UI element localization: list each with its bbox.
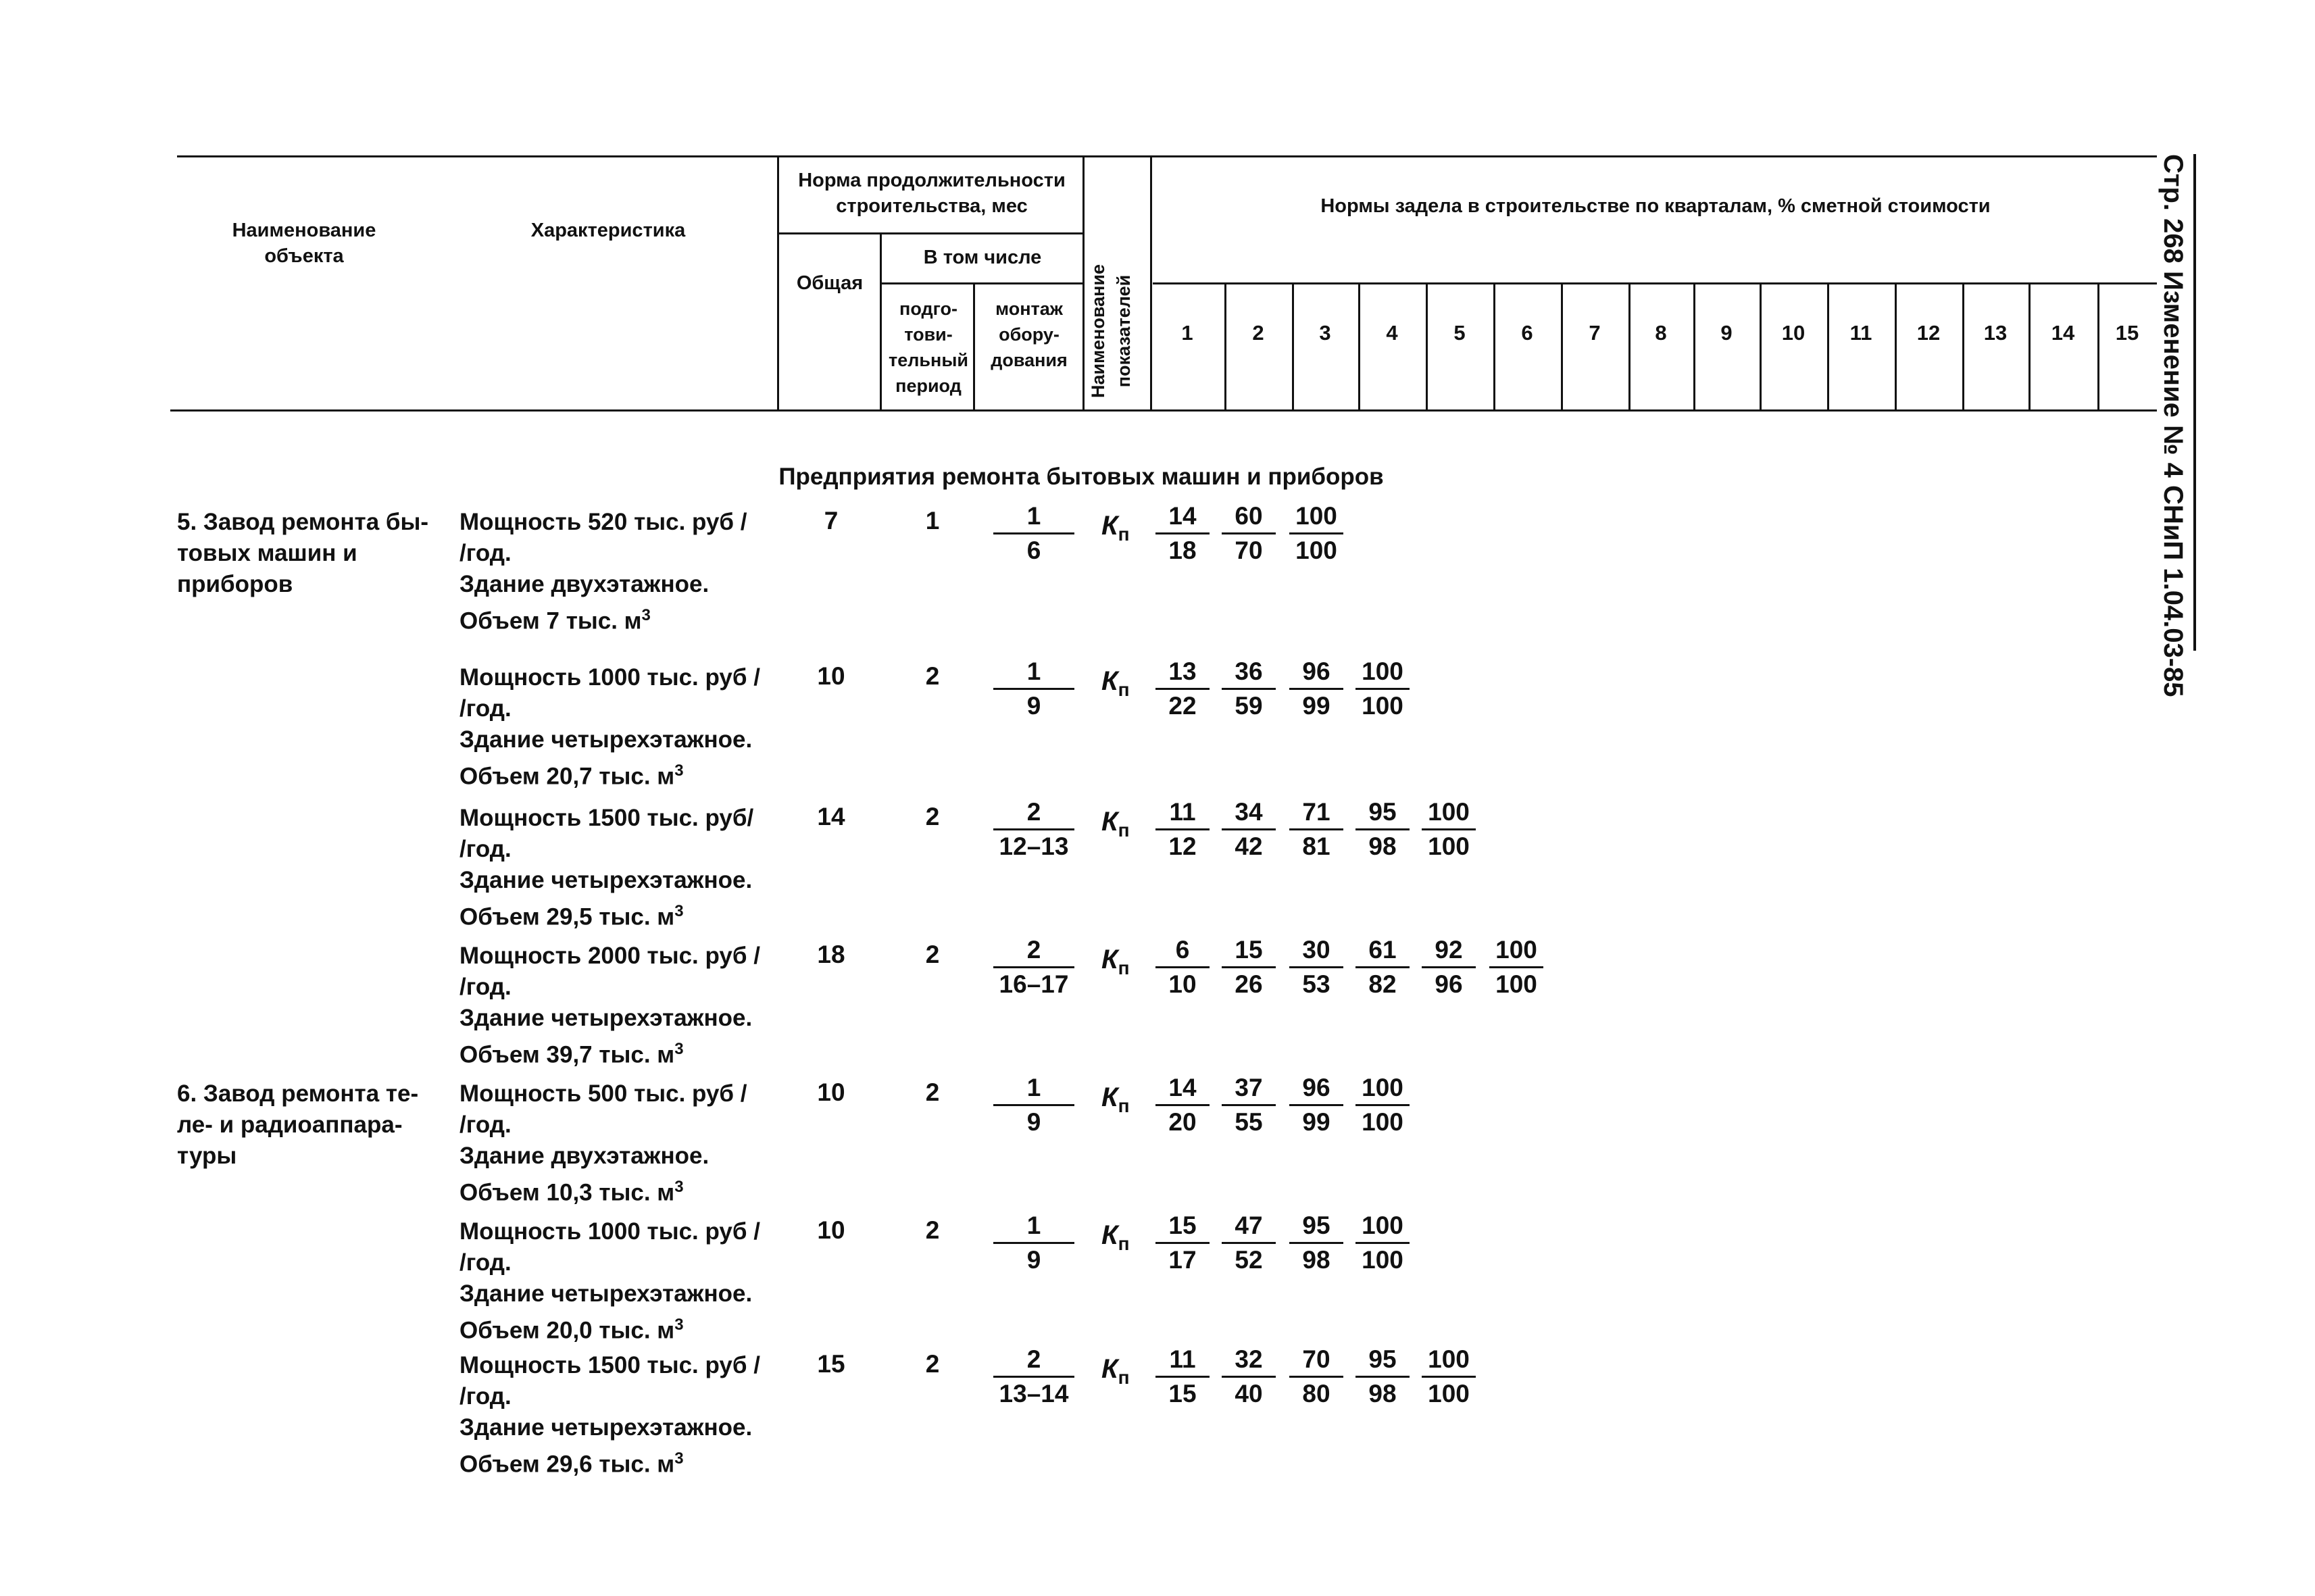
total-duration: 10 [817,1216,845,1244]
quarter-vline [1827,282,1829,411]
quarter-fraction: $\frac{37}{55}$ [1222,1072,1276,1139]
quarter-fraction: $\frac{100}{100}$ [1355,1072,1410,1139]
characteristic: Мощность 2000 тыс. руб / /год. Здание четырехэтажное. Объем 39,7 тыс. $м^3$ [459,943,760,1068]
quarter-label: 9 [1720,321,1733,345]
header-vline [1150,155,1152,411]
indicator-kp: $К_п$ [1101,1082,1130,1116]
header-including: В том числе [923,247,1042,268]
header-norm-subrule [778,232,1084,234]
equipment-mount-fraction: $\frac{2}{12-13}$ [993,796,1074,863]
quarter-fraction: $\frac{60}{70}$ [1222,500,1276,567]
indicator-kp: $К_п$ [1101,1354,1130,1388]
header-vline [880,232,882,411]
quarter-fraction: $\frac{11}{12}$ [1155,796,1210,863]
quarter-vline [1760,282,1762,411]
total-duration: 14 [817,803,845,830]
prep-period: 2 [925,1216,940,1244]
quarter-fraction: $\frac{95}{98}$ [1355,1343,1410,1410]
quarter-label: 10 [1781,321,1806,345]
quarter-fraction: $\frac{71}{81}$ [1289,796,1343,863]
prep-period: 2 [925,941,940,968]
header-indicators: Наименование показателей [1088,264,1134,399]
quarter-vline [1493,282,1495,411]
total-duration: 10 [817,662,845,690]
quarter-vline [1693,282,1695,411]
quarter-label: 1 [1181,321,1193,345]
section-title: Предприятия ремонта бытовых машин и приборов [778,464,1384,490]
page-side-title: Стр. 268 Изменение № 4 СНиП 1.04.03-85 [2158,154,2188,697]
quarter-fraction: $\frac{15}{17}$ [1155,1210,1210,1276]
quarter-fraction: $\frac{100}{100}$ [1422,796,1476,863]
quarter-vline [1962,282,1964,411]
quarter-label: 12 [1916,321,1941,345]
equipment-mount-fraction: $\frac{1}{9}$ [993,655,1074,722]
characteristic: Мощность 1000 тыс. руб / /год. Здание четырехэтажное. Объем 20,7 тыс. $м^3$ [459,664,760,790]
equipment-mount-fraction: $\frac{2}{13-14}$ [993,1343,1074,1410]
quarter-fraction: $\frac{100}{100}$ [1289,500,1343,567]
indicator-kp: $К_п$ [1101,666,1130,700]
characteristic: Мощность 520 тыс. руб / /год. Здание двухэтажное. Объем 7 тыс. $м^3$ [459,509,747,634]
characteristic: Мощность 1500 тыс. руб/ /год. Здание четырехэтажное. Объем 29,5 тыс. $м^3$ [459,805,754,930]
prep-period: 2 [925,662,940,690]
quarter-fraction: $\frac{100}{100}$ [1355,655,1410,722]
quarter-vline [1895,282,1897,411]
quarter-label: 13 [1983,321,2008,345]
quarter-fraction: $\frac{95}{98}$ [1355,796,1410,863]
quarter-label: 5 [1453,321,1466,345]
quarter-fraction: $\frac{96}{99}$ [1289,655,1343,722]
prep-period: 1 [925,507,940,534]
quarter-fraction: $\frac{15}{26}$ [1222,934,1276,1001]
indicator-kp: $К_п$ [1101,511,1130,545]
header-top-rule [177,155,2157,157]
header-duration-norm: Норма продолжительности строительства, мес [798,170,1066,217]
object-name: 5. Завод ремонта бы-товых машин и приборов [177,509,429,597]
quarter-label: 6 [1521,321,1533,345]
quarter-vline [1628,282,1631,411]
header-prep-period: подго-тови-тельный период [889,299,968,396]
quarter-vline [1426,282,1428,411]
quarter-label: 2 [1252,321,1264,345]
quarter-fraction: $\frac{14}{20}$ [1155,1072,1210,1139]
total-duration: 7 [824,507,839,534]
quarter-fraction: $\frac{32}{40}$ [1222,1343,1276,1410]
quarter-label: 3 [1319,321,1331,345]
prep-period: 2 [925,1078,940,1106]
quarter-fraction: $\frac{100}{100}$ [1355,1210,1410,1276]
quarter-fraction: $\frac{61}{82}$ [1355,934,1410,1001]
equipment-mount-fraction: $\frac{1}{9}$ [993,1072,1074,1139]
header-vline [973,282,975,411]
characteristic: Мощность 1500 тыс. руб / /год. Здание четырехэтажное. Объем 29,6 тыс. $м^3$ [459,1352,760,1478]
header-object-name: Наименование объекта [232,220,376,267]
header-characteristic: Характеристика [530,220,686,241]
quarter-label: 11 [1849,321,1872,345]
header-total: Общая [796,272,864,294]
equipment-mount-fraction: $\frac{1}{6}$ [993,500,1074,567]
total-duration: 18 [817,941,845,968]
quarter-fraction: $\frac{14}{18}$ [1155,500,1210,567]
quarter-fraction: $\frac{100}{100}$ [1489,934,1543,1001]
quarter-fraction: $\frac{34}{42}$ [1222,796,1276,863]
header-vline [1082,155,1085,411]
quarter-label: 14 [2051,321,2075,345]
quarter-fraction: $\frac{95}{98}$ [1289,1210,1343,1276]
quarter-fraction: $\frac{47}{52}$ [1222,1210,1276,1276]
quarter-fraction: $\frac{11}{15}$ [1155,1343,1210,1410]
quarter-vline [2028,282,2031,411]
quarter-fraction: $\frac{13}{22}$ [1155,655,1210,722]
indicator-kp: $К_п$ [1101,945,1130,978]
prep-period: 2 [925,1350,940,1378]
equipment-mount-fraction: $\frac{1}{9}$ [993,1210,1074,1276]
quarter-fraction: $\frac{92}{96}$ [1422,934,1476,1001]
header-quarter-norms: Нормы задела в строительстве по кварталам, % сметной стоимости [1320,195,1991,217]
header-equipment-mount: монтаж обору-дования [991,299,1068,370]
quarter-vline [1224,282,1226,411]
total-duration: 15 [817,1350,845,1378]
quarter-vline [1358,282,1360,411]
total-duration: 10 [817,1078,845,1106]
object-name: 6. Завод ремонта те-ле- и радиоаппара-туры [177,1080,419,1169]
indicator-kp: $К_п$ [1101,1220,1130,1254]
quarter-label: 15 [2115,321,2139,345]
quarter-label: 7 [1589,321,1601,345]
quarter-fraction: $\frac{36}{59}$ [1222,655,1276,722]
quarter-fraction: $\frac{6}{10}$ [1155,934,1210,1001]
quarter-vline [1561,282,1563,411]
characteristic: Мощность 500 тыс. руб / /год. Здание двухэтажное. Объем 10,3 тыс. $м^3$ [459,1080,747,1206]
quarter-vline [1292,282,1294,411]
equipment-mount-fraction: $\frac{2}{16-17}$ [993,934,1074,1001]
header-bottom-rule [170,409,2157,412]
quarter-fraction: $\frac{100}{100}$ [1422,1343,1476,1410]
quarter-label: 8 [1655,321,1667,345]
quarter-fraction: $\frac{96}{99}$ [1289,1072,1343,1139]
characteristic: Мощность 1000 тыс. руб / /год. Здание четырехэтажное. Объем 20,0 тыс. $м^3$ [459,1218,760,1344]
header-incl-subrule [881,282,1084,284]
indicator-kp: $К_п$ [1101,807,1130,841]
side-divider [2193,154,2196,651]
quarter-fraction: $\frac{70}{80}$ [1289,1343,1343,1410]
header-vline [777,155,779,411]
quarter-label: 4 [1386,321,1398,345]
prep-period: 2 [925,803,940,830]
quarter-vline [2097,282,2099,411]
quarter-fraction: $\frac{30}{53}$ [1289,934,1343,1001]
header-quarter-subrule [1153,282,2157,284]
